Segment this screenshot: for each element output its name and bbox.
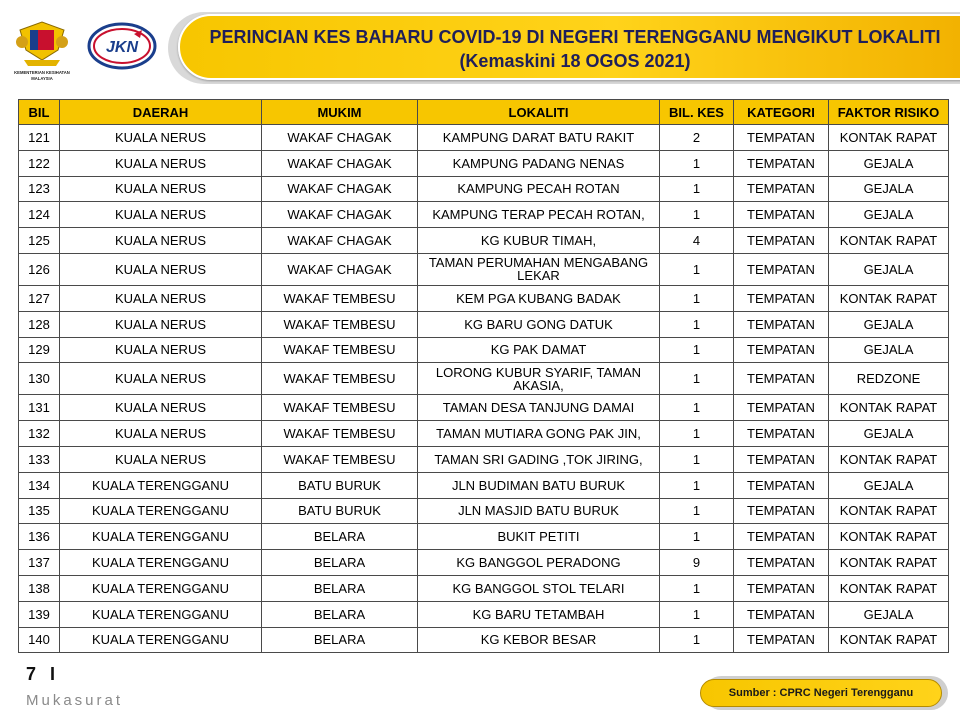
cell-bil: 131 [19,395,60,421]
table-body [19,125,949,653]
cell-faktor-risiko: GEJALA [829,601,949,627]
cell-lokaliti: TAMAN MUTIARA GONG PAK JIN, [418,421,660,447]
cell-daerah: KUALA NERUS [60,253,262,285]
cell-bil-kes: 1 [660,472,734,498]
cell-bil: 137 [19,550,60,576]
cell-bil: 140 [19,627,60,653]
cell-bil: 128 [19,311,60,337]
cell-daerah: KUALA TERENGGANU [60,575,262,601]
cell-daerah: KUALA NERUS [60,421,262,447]
cell-mukim: BELARA [262,550,418,576]
cell-mukim: WAKAF TEMBESU [262,446,418,472]
cell-daerah: KUALA NERUS [60,363,262,395]
cell-daerah: KUALA NERUS [60,176,262,202]
table-row [19,550,949,576]
update-date: (Kemaskini 18 OGOS 2021) [459,51,691,71]
cell-kategori: TEMPATAN [734,125,829,151]
cell-daerah: KUALA NERUS [60,202,262,228]
cell-kategori: TEMPATAN [734,337,829,363]
cell-faktor-risiko: GEJALA [829,311,949,337]
cell-bil-kes: 1 [660,446,734,472]
cell-mukim: WAKAF TEMBESU [262,395,418,421]
cell-lokaliti: KG BANGGOL STOL TELARI [418,575,660,601]
cell-faktor-risiko: KONTAK RAPAT [829,575,949,601]
cell-mukim: WAKAF CHAGAK [262,125,418,151]
cell-kategori: TEMPATAN [734,421,829,447]
page-word: Mukasurat [26,692,124,709]
cell-daerah: KUALA TERENGGANU [60,498,262,524]
cell-daerah: KUALA TERENGGANU [60,601,262,627]
cell-kategori: TEMPATAN [734,446,829,472]
column-header: BIL [19,100,60,125]
cell-bil-kes: 1 [660,601,734,627]
cell-bil-kes: 1 [660,363,734,395]
table-row [19,421,949,447]
table-row [19,285,949,311]
cell-lokaliti: KAMPUNG PADANG NENAS [418,150,660,176]
cell-kategori: TEMPATAN [734,150,829,176]
table-row [19,202,949,228]
table-row [19,601,949,627]
cell-kategori: TEMPATAN [734,202,829,228]
cell-lokaliti: KG KEBOR BESAR [418,627,660,653]
cell-kategori: TEMPATAN [734,285,829,311]
cell-daerah: KUALA TERENGGANU [60,550,262,576]
cell-daerah: KUALA NERUS [60,150,262,176]
cell-daerah: KUALA TERENGGANU [60,524,262,550]
cell-mukim: WAKAF CHAGAK [262,202,418,228]
cell-faktor-risiko: KONTAK RAPAT [829,524,949,550]
cell-lokaliti: TAMAN DESA TANJUNG DAMAI [418,395,660,421]
cell-lokaliti: TAMAN SRI GADING ,TOK JIRING, [418,446,660,472]
svg-text:JKN: JKN [105,39,139,56]
cell-daerah: KUALA NERUS [60,337,262,363]
cell-faktor-risiko: GEJALA [829,472,949,498]
cell-faktor-risiko: GEJALA [829,337,949,363]
cell-bil-kes: 1 [660,575,734,601]
cell-bil: 122 [19,150,60,176]
table-row [19,627,949,653]
cell-lokaliti: KG PAK DAMAT [418,337,660,363]
cell-faktor-risiko: KONTAK RAPAT [829,627,949,653]
cell-faktor-risiko: GEJALA [829,202,949,228]
cell-kategori: TEMPATAN [734,601,829,627]
cell-mukim: WAKAF TEMBESU [262,363,418,395]
cell-bil: 138 [19,575,60,601]
cell-faktor-risiko: GEJALA [829,253,949,285]
table-row [19,363,949,395]
cell-bil-kes: 2 [660,125,734,151]
cell-daerah: KUALA NERUS [60,125,262,151]
cell-bil: 121 [19,125,60,151]
title-banner [178,14,960,80]
table-row [19,228,949,254]
cell-lokaliti: KG BARU GONG DATUK [418,311,660,337]
column-header: MUKIM [262,100,418,125]
cell-mukim: BELARA [262,601,418,627]
cell-bil-kes: 1 [660,627,734,653]
table-row [19,125,949,151]
table-row [19,446,949,472]
table-row [19,150,949,176]
cell-mukim: BELARA [262,575,418,601]
cases-table [18,99,949,653]
page-title: PERINCIAN KES BAHARU COVID-19 DI NEGERI TERENGGANU MENGIKUT LOKALITI [209,27,941,47]
cell-lokaliti: JLN BUDIMAN BATU BURUK [418,472,660,498]
cell-mukim: WAKAF TEMBESU [262,421,418,447]
cell-bil-kes: 1 [660,176,734,202]
cell-daerah: KUALA NERUS [60,285,262,311]
cell-lokaliti: KAMPUNG PECAH ROTAN [418,176,660,202]
cell-kategori: TEMPATAN [734,472,829,498]
cell-kategori: TEMPATAN [734,228,829,254]
table-row [19,311,949,337]
cell-bil: 127 [19,285,60,311]
cell-mukim: BELARA [262,524,418,550]
column-header: DAERAH [60,100,262,125]
cell-faktor-risiko: KONTAK RAPAT [829,395,949,421]
cell-kategori: TEMPATAN [734,524,829,550]
cell-lokaliti: KAMPUNG DARAT BATU RAKIT [418,125,660,151]
cell-kategori: TEMPATAN [734,311,829,337]
cell-lokaliti: LORONG KUBUR SYARIF, TAMAN AKASIA, [418,363,660,395]
cell-faktor-risiko: KONTAK RAPAT [829,285,949,311]
cell-bil-kes: 1 [660,524,734,550]
cell-bil: 124 [19,202,60,228]
cell-daerah: KUALA NERUS [60,395,262,421]
cell-daerah: KUALA NERUS [60,228,262,254]
svg-text:MALAYSIA: MALAYSIA [31,76,53,81]
cell-bil-kes: 1 [660,285,734,311]
cell-mukim: BATU BURUK [262,498,418,524]
cell-kategori: TEMPATAN [734,575,829,601]
table-header-row [19,100,949,125]
page-separator: I [50,664,56,684]
cell-bil-kes: 1 [660,498,734,524]
cell-bil-kes: 1 [660,150,734,176]
column-header: BIL. KES [660,100,734,125]
cell-mukim: BATU BURUK [262,472,418,498]
cell-faktor-risiko: REDZONE [829,363,949,395]
cell-bil: 125 [19,228,60,254]
cell-bil: 132 [19,421,60,447]
cell-lokaliti: JLN MASJID BATU BURUK [418,498,660,524]
table-row [19,498,949,524]
column-header: LOKALITI [418,100,660,125]
cell-bil-kes: 9 [660,550,734,576]
jkn-logo-icon [86,22,158,74]
cell-mukim: BELARA [262,627,418,653]
table-row [19,472,949,498]
source-label: Sumber : CPRC Negeri Terengganu [700,679,942,707]
cell-faktor-risiko: GEJALA [829,150,949,176]
cell-bil: 126 [19,253,60,285]
cell-kategori: TEMPATAN [734,498,829,524]
column-header: KATEGORI [734,100,829,125]
table-row [19,253,949,285]
cell-mukim: WAKAF TEMBESU [262,311,418,337]
cell-lokaliti: BUKIT PETITI [418,524,660,550]
cell-daerah: KUALA TERENGGANU [60,627,262,653]
cell-bil: 134 [19,472,60,498]
cell-bil: 136 [19,524,60,550]
cell-faktor-risiko: GEJALA [829,421,949,447]
cell-bil: 135 [19,498,60,524]
slide-header [0,0,960,92]
cell-lokaliti: KAMPUNG TERAP PECAH ROTAN, [418,202,660,228]
page-number: 7 [26,664,37,684]
cell-bil: 123 [19,176,60,202]
column-header: FAKTOR RISIKO [829,100,949,125]
cell-daerah: KUALA NERUS [60,311,262,337]
cell-lokaliti: KG BANGGOL PERADONG [418,550,660,576]
cell-kategori: TEMPATAN [734,176,829,202]
cell-bil-kes: 1 [660,421,734,447]
cell-bil-kes: 1 [660,253,734,285]
cell-daerah: KUALA TERENGGANU [60,472,262,498]
cell-mukim: WAKAF CHAGAK [262,176,418,202]
cell-mukim: WAKAF TEMBESU [262,337,418,363]
table-row [19,524,949,550]
cell-kategori: TEMPATAN [734,395,829,421]
cell-kategori: TEMPATAN [734,363,829,395]
cell-mukim: WAKAF TEMBESU [262,285,418,311]
cell-mukim: WAKAF CHAGAK [262,228,418,254]
cell-bil: 130 [19,363,60,395]
cell-lokaliti: KG KUBUR TIMAH, [418,228,660,254]
cell-bil-kes: 1 [660,337,734,363]
cell-bil: 129 [19,337,60,363]
cell-daerah: KUALA NERUS [60,446,262,472]
cell-faktor-risiko: KONTAK RAPAT [829,498,949,524]
cell-mukim: WAKAF CHAGAK [262,253,418,285]
svg-text:KEMENTERIAN KESIHATAN: KEMENTERIAN KESIHATAN [14,70,70,75]
cell-faktor-risiko: KONTAK RAPAT [829,228,949,254]
kkm-logo-icon [12,20,72,84]
table-row [19,575,949,601]
cell-bil: 139 [19,601,60,627]
table-row [19,176,949,202]
cell-bil: 133 [19,446,60,472]
cell-bil-kes: 1 [660,311,734,337]
cell-lokaliti: TAMAN PERUMAHAN MENGABANG LEKAR [418,253,660,285]
cell-kategori: TEMPATAN [734,253,829,285]
cell-lokaliti: KEM PGA KUBANG BADAK [418,285,660,311]
cell-faktor-risiko: KONTAK RAPAT [829,550,949,576]
cell-lokaliti: KG BARU TETAMBAH [418,601,660,627]
cell-kategori: TEMPATAN [734,550,829,576]
cell-faktor-risiko: KONTAK RAPAT [829,446,949,472]
table-row [19,395,949,421]
cell-kategori: TEMPATAN [734,627,829,653]
cell-bil-kes: 4 [660,228,734,254]
cell-bil-kes: 1 [660,202,734,228]
table-row [19,337,949,363]
cell-bil-kes: 1 [660,395,734,421]
cell-mukim: WAKAF CHAGAK [262,150,418,176]
cell-faktor-risiko: GEJALA [829,176,949,202]
cell-faktor-risiko: KONTAK RAPAT [829,125,949,151]
